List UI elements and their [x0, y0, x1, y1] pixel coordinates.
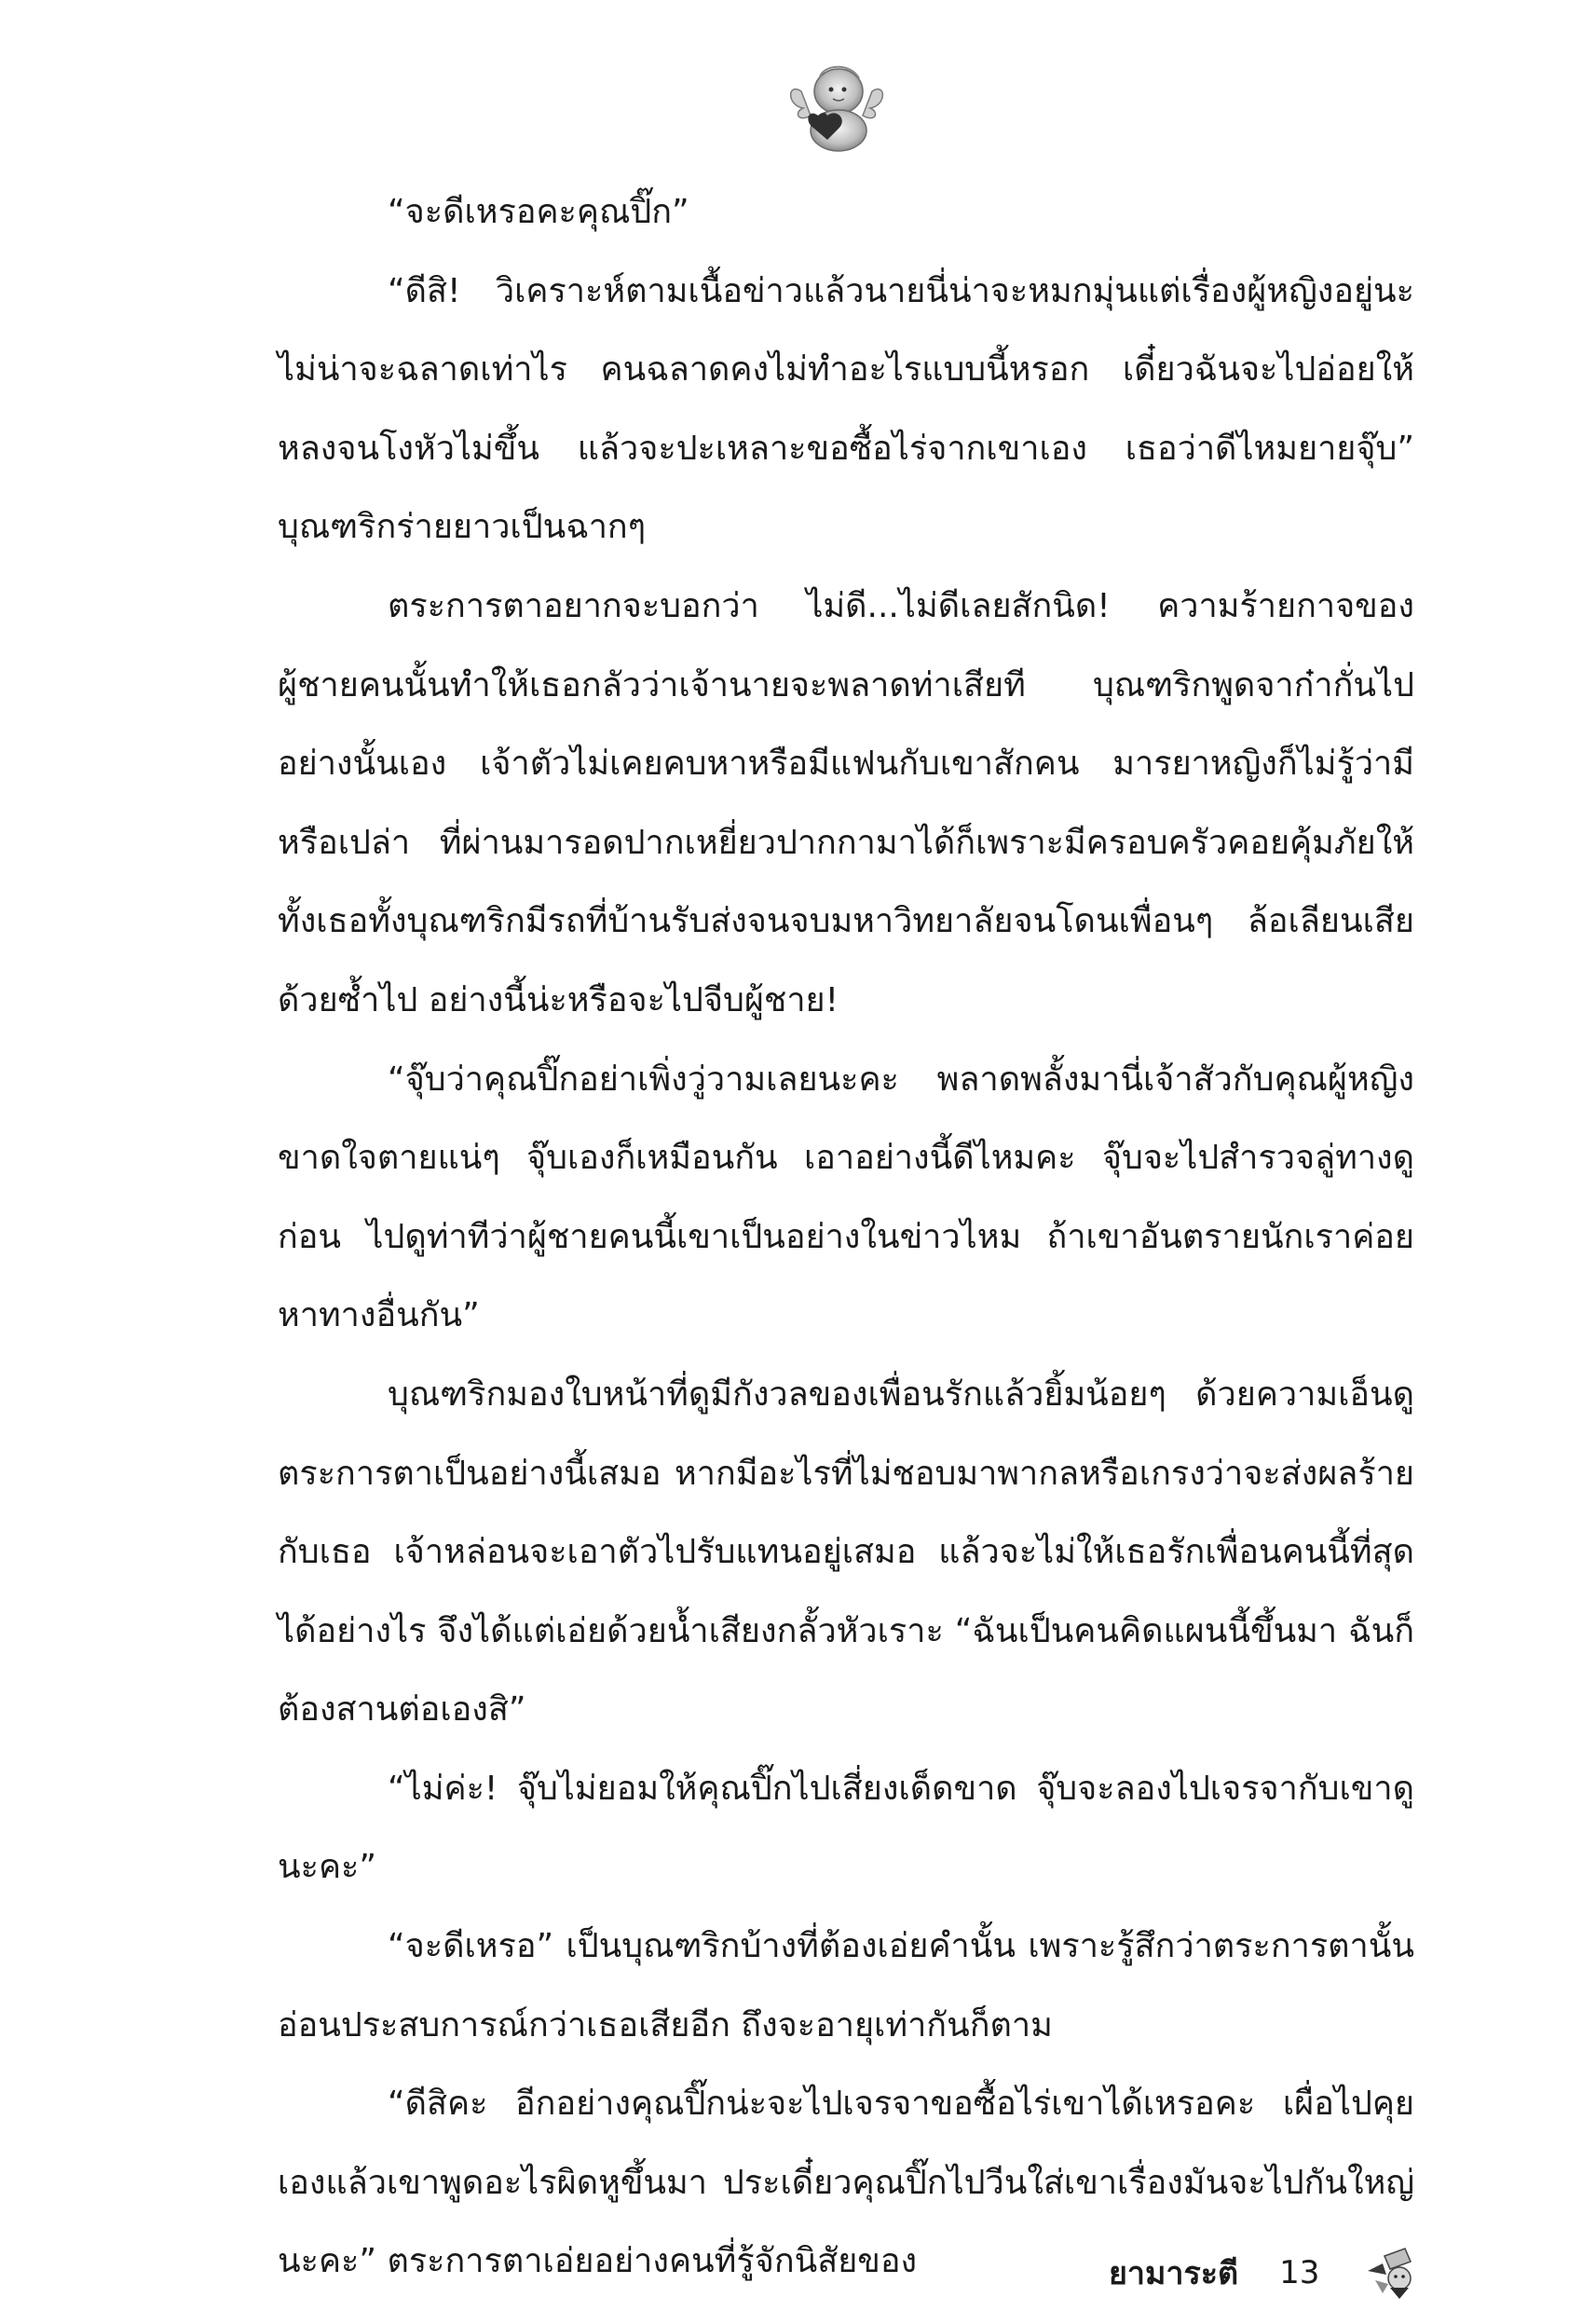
paragraph: “ดีสิ! วิเคราะห์ตามเนื้อข่าวแล้วนายนี่น่าจะหมกมุ่นแต่เรื่องผู้หญิงอยู่นะ ไม่น่าจะฉลาดเท่าไร คนฉลาดคงไม่ทำอะไรแบบนี้หรอก เดี๋ยวฉันจะไปอ่อยให้หลงจนโงหัวไม่ขึ้น แล้วจะปะเหลาะขอซื้อไร่จากเขาเอง เธอว่าดีไหมยายจุ๊บ” บุณฑริกร่ายยาวเป็นฉากๆ [278, 271, 1414, 547]
paragraph: “ไม่ค่ะ! จุ๊บไม่ยอมให้คุณปิ๊กไปเสี่ยงเด็ดขาด จุ๊บจะลองไปเจรจากับเขาดูนะคะ” [278, 1769, 1414, 1887]
page-footer [1109, 2240, 1422, 2305]
book-title: ยามาระตี [1109, 2255, 1239, 2292]
paragraph: ตระการตาอยากจะบอกว่า ไม่ดี...ไม่ดีเลยสักนิด! ความร้ายกาจของผู้ชายคนนั้นทำให้เธอกลัวว่าเจ้านายจะพลาดท่าเสียที บุณฑริกพูดจาก๋ากั่นไปอย่างนั้นเอง เจ้าตัวไม่เคยคบหาหรือมีแฟนกับเขาสักคน มารยาหญิงก็ไม่รู้ว่ามีหรือเปล่า ที่ผ่านมารอดปากเหยี่ยวปากกามาได้ก็เพราะมีครอบครัวคอยคุ้มภัยให้ ทั้งเธอทั้งบุณฑริกมีรถที่บ้านรับส่งจนจบมหาวิทยาลัยจนโดนเพื่อนๆ ล้อเลียนเสียด้วยซ้ำไป อย่างนี้น่ะหรือจะไปจีบผู้ชาย! [278, 586, 1414, 1019]
cherub-corner-icon [1362, 2243, 1422, 2303]
body-text [278, 173, 1414, 2302]
paragraph: “จะดีเหรอ” เป็นบุณฑริกบ้างที่ต้องเอ่ยคำนั้น เพราะรู้สึกว่าตระการตานั้นอ่อนประสบการณ์กว่าเธอเสียอีก ถึงจะอายุเท่ากันก็ตาม [278, 1927, 1414, 2044]
paragraph: “ดีสิคะ อีกอย่างคุณปิ๊กน่ะจะไปเจรจาขอซื้อไร่เขาได้เหรอคะ เผื่อไปคุยเองแล้วเขาพูดอะไรผิดหูขึ้นมา ประเดี๋ยวคุณปิ๊กไปวีนใส่เขาเรื่องมันจะไปกันใหญ่นะคะ” ตระการตาเอ่ยอย่างคนที่รู้จักนิสัยของ [278, 2085, 1414, 2281]
paragraph: บุณฑริกมองใบหน้าที่ดูมีกังวลของเพื่อนรักแล้วยิ้มน้อยๆ ด้วยความเอ็นดู ตระการตาเป็นอย่างนี้เสมอ หากมีอะไรที่ไม่ชอบมาพากลหรือเกรงว่าจะส่งผลร้ายกับเธอ เจ้าหล่อนจะเอาตัวไปรับแทนอยู่เสมอ แล้วจะไม่ให้เธอรักเพื่อนคนนี้ที่สุดได้อย่างไร จึงได้แต่เอ่ยด้วยน้ำเสียงกลั้วหัวเราะ “ฉันเป็นคนคิดแผนนี้ขึ้นมา ฉันก็ต้องสานต่อเองสิ” [278, 1374, 1414, 1730]
page-number: 13 [1279, 2254, 1320, 2291]
paragraph: “จุ๊บว่าคุณปิ๊กอย่าเพิ่งวู่วามเลยนะคะ พลาดพลั้งมานี่เจ้าสัวกับคุณผู้หญิงขาดใจตายแน่ๆ จุ๊บเองก็เหมือนกัน เอาอย่างนี้ดีไหมคะ จุ๊บจะไปสำรวจลู่ทางดูก่อน ไปดูท่าทีว่าผู้ชายคนนี้เขาเป็นอย่างในข่าวไหม ถ้าเขาอันตรายนักเราค่อยหาทางอื่นกัน” [278, 1060, 1414, 1335]
cherub-with-heart-icon [783, 54, 891, 157]
paragraph: “จะดีเหรอคะคุณปิ๊ก” [388, 193, 689, 231]
